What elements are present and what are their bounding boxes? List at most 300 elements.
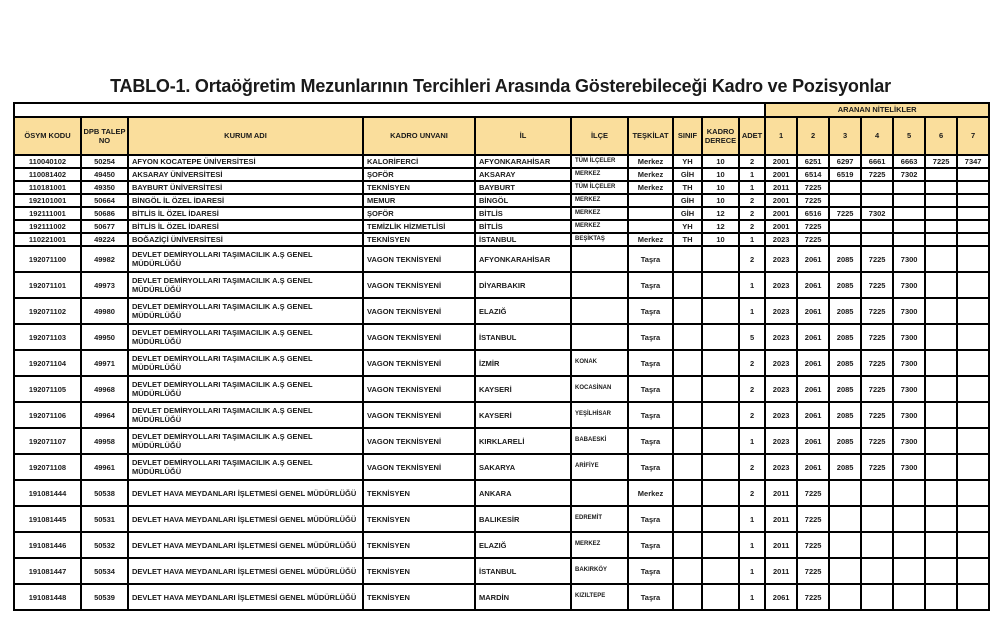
cell — [861, 194, 893, 207]
cell: DEVLET DEMİRYOLLARI TAŞIMACILIK A.Ş GENEL MÜDÜRLÜĞÜ — [128, 246, 363, 272]
cell: 7300 — [893, 454, 925, 480]
cell — [673, 480, 702, 506]
table-row — [14, 194, 989, 207]
cell — [673, 454, 702, 480]
cell — [702, 272, 739, 298]
cell: 2061 — [797, 376, 829, 402]
cell: 50664 — [81, 194, 128, 207]
aranan-row — [14, 103, 989, 117]
cell: 2001 — [765, 155, 797, 168]
cell — [957, 376, 989, 402]
cell — [957, 272, 989, 298]
cell: Taşra — [628, 506, 673, 532]
cell — [925, 324, 957, 350]
cell: 7225 — [925, 155, 957, 168]
cell — [957, 298, 989, 324]
cell — [925, 428, 957, 454]
cell — [628, 207, 673, 220]
cell: DEVLET DEMİRYOLLARI TAŞIMACILIK A.Ş GENEL MÜDÜRLÜĞÜ — [128, 428, 363, 454]
cell — [957, 233, 989, 246]
cell — [957, 402, 989, 428]
cell: 7225 — [861, 454, 893, 480]
cell: KIZILTEPE — [571, 584, 628, 610]
cell: AFYONKARAHİSAR — [475, 155, 571, 168]
cell — [893, 207, 925, 220]
cell: DEVLET DEMİRYOLLARI TAŞIMACILIK A.Ş GENEL MÜDÜRLÜĞÜ — [128, 272, 363, 298]
cell — [925, 181, 957, 194]
cell: 2 — [739, 376, 765, 402]
cell: 192071101 — [14, 272, 81, 298]
cell: 49973 — [81, 272, 128, 298]
cell: 5 — [739, 324, 765, 350]
cell: 7300 — [893, 428, 925, 454]
header-cell: ADET — [739, 117, 765, 155]
aranan-nitelikler-header: ARANAN NİTELİKLER — [765, 103, 989, 117]
cell — [893, 584, 925, 610]
cell: GİH — [673, 168, 702, 181]
cell: 2061 — [797, 350, 829, 376]
table-row — [14, 298, 989, 324]
cell — [893, 220, 925, 233]
cell: 1 — [739, 181, 765, 194]
cell: 2 — [739, 454, 765, 480]
cell: 2 — [739, 350, 765, 376]
cell: 7225 — [861, 246, 893, 272]
cell — [925, 376, 957, 402]
cell — [702, 350, 739, 376]
cell: TÜM İLÇELER — [571, 181, 628, 194]
cell — [673, 324, 702, 350]
cell — [702, 376, 739, 402]
cell: 2085 — [829, 272, 861, 298]
cell: TEKNİSYEN — [363, 233, 475, 246]
cell: 2061 — [797, 298, 829, 324]
cell — [829, 532, 861, 558]
cell — [957, 194, 989, 207]
cell: KONAK — [571, 350, 628, 376]
cell: VAGON TEKNİSYENİ — [363, 324, 475, 350]
cell: YEŞİLHİSAR — [571, 402, 628, 428]
cell: 7225 — [797, 233, 829, 246]
cell: Merkez — [628, 181, 673, 194]
cell — [673, 376, 702, 402]
header-cell: 2 — [797, 117, 829, 155]
cell: 10 — [702, 181, 739, 194]
cell: MERKEZ — [571, 532, 628, 558]
header-cell: KURUM ADI — [128, 117, 363, 155]
cell — [702, 246, 739, 272]
table-row — [14, 558, 989, 584]
cell — [957, 207, 989, 220]
cell — [702, 454, 739, 480]
cell — [925, 233, 957, 246]
cell: ŞOFÖR — [363, 168, 475, 181]
cell — [702, 298, 739, 324]
cell: 10 — [702, 168, 739, 181]
cell — [861, 220, 893, 233]
cell: 110081402 — [14, 168, 81, 181]
cell: 7225 — [797, 584, 829, 610]
cell: TH — [673, 233, 702, 246]
cell: DEVLET DEMİRYOLLARI TAŞIMACILIK A.Ş GENEL MÜDÜRLÜĞÜ — [128, 324, 363, 350]
cell: KOCASİNAN — [571, 376, 628, 402]
cell: 7225 — [861, 298, 893, 324]
cell — [702, 324, 739, 350]
cell: Taşra — [628, 272, 673, 298]
cell: 7302 — [861, 207, 893, 220]
cell: 7225 — [797, 480, 829, 506]
cell: 7300 — [893, 324, 925, 350]
cell: TEKNİSYEN — [363, 532, 475, 558]
cell: 7300 — [893, 376, 925, 402]
cell: Merkez — [628, 233, 673, 246]
cell: 1 — [739, 584, 765, 610]
table-row — [14, 480, 989, 506]
cell: Taşra — [628, 558, 673, 584]
cell: TEKNİSYEN — [363, 506, 475, 532]
cell — [628, 194, 673, 207]
cell: 191081445 — [14, 506, 81, 532]
cell — [893, 480, 925, 506]
cell — [673, 428, 702, 454]
table-row — [14, 532, 989, 558]
cell: KAYSERİ — [475, 376, 571, 402]
cell — [628, 220, 673, 233]
cell: VAGON TEKNİSYENİ — [363, 454, 475, 480]
cell: 2061 — [797, 454, 829, 480]
cell: 192071107 — [14, 428, 81, 454]
cell: TÜM İLÇELER — [571, 155, 628, 168]
cell — [673, 298, 702, 324]
cell: 192071104 — [14, 350, 81, 376]
cell: TEMİZLİK HİZMETLİSİ — [363, 220, 475, 233]
cell: 6251 — [797, 155, 829, 168]
cell: ELAZIĞ — [475, 532, 571, 558]
cell — [673, 246, 702, 272]
cell — [861, 584, 893, 610]
cell — [957, 220, 989, 233]
cell: 2023 — [765, 272, 797, 298]
cell: 12 — [702, 207, 739, 220]
cell: 1 — [739, 506, 765, 532]
cell: VAGON TEKNİSYENİ — [363, 272, 475, 298]
cell: BABAESKİ — [571, 428, 628, 454]
cell: 7225 — [861, 272, 893, 298]
cell: ELAZIĞ — [475, 298, 571, 324]
header-cell: İLÇE — [571, 117, 628, 155]
cell: BAYBURT — [475, 181, 571, 194]
cell: 2085 — [829, 402, 861, 428]
cell: 6519 — [829, 168, 861, 181]
cell — [957, 532, 989, 558]
cell — [925, 246, 957, 272]
cell: 192101001 — [14, 194, 81, 207]
cell — [829, 220, 861, 233]
cell: 2061 — [797, 246, 829, 272]
cell: 2 — [739, 480, 765, 506]
cell: 50539 — [81, 584, 128, 610]
header-cell: KADRO DERECE — [702, 117, 739, 155]
cell — [925, 220, 957, 233]
cell: 49224 — [81, 233, 128, 246]
header-cell: 4 — [861, 117, 893, 155]
cell — [702, 480, 739, 506]
cell: Taşra — [628, 246, 673, 272]
cell: 49450 — [81, 168, 128, 181]
cell: 50686 — [81, 207, 128, 220]
cell: 2061 — [797, 272, 829, 298]
cell: 6297 — [829, 155, 861, 168]
cell: 6514 — [797, 168, 829, 181]
cell: DEVLET HAVA MEYDANLARI İŞLETMESİ GENEL MÜDÜRLÜĞÜ — [128, 480, 363, 506]
cell: 2001 — [765, 220, 797, 233]
cell: Merkez — [628, 480, 673, 506]
page-title: TABLO-1. Ortaöğretim Mezunlarının Tercihleri Arasında Gösterebileceği Kadro ve Pozisyonlar — [110, 76, 891, 96]
cell: DEVLET DEMİRYOLLARI TAŞIMACILIK A.Ş GENEL MÜDÜRLÜĞÜ — [128, 350, 363, 376]
cell: GİH — [673, 207, 702, 220]
cell: MERKEZ — [571, 168, 628, 181]
cell: ARİFİYE — [571, 454, 628, 480]
cell: DEVLET HAVA MEYDANLARI İŞLETMESİ GENEL MÜDÜRLÜĞÜ — [128, 506, 363, 532]
cell: 110040102 — [14, 155, 81, 168]
table-row — [14, 272, 989, 298]
cell — [571, 480, 628, 506]
cell — [957, 506, 989, 532]
cell — [893, 181, 925, 194]
cell — [925, 350, 957, 376]
cell: DEVLET HAVA MEYDANLARI İŞLETMESİ GENEL MÜDÜRLÜĞÜ — [128, 532, 363, 558]
cell — [702, 428, 739, 454]
cell: 10 — [702, 155, 739, 168]
cell — [829, 233, 861, 246]
cell — [861, 532, 893, 558]
cell: 1 — [739, 233, 765, 246]
table-row — [14, 402, 989, 428]
cell: 49971 — [81, 350, 128, 376]
cell: 2 — [739, 155, 765, 168]
cell: 1 — [739, 168, 765, 181]
cell — [957, 480, 989, 506]
cell — [829, 480, 861, 506]
cell: 10 — [702, 233, 739, 246]
table-row — [14, 155, 989, 168]
cell — [925, 194, 957, 207]
cell — [957, 350, 989, 376]
cell: MARDİN — [475, 584, 571, 610]
cell: 2 — [739, 402, 765, 428]
cell: 191081446 — [14, 532, 81, 558]
cell: BİTLİS İL ÖZEL İDARESİ — [128, 220, 363, 233]
cell: KALORİFERCİ — [363, 155, 475, 168]
cell — [925, 532, 957, 558]
table-row — [14, 168, 989, 181]
cell — [925, 298, 957, 324]
cell — [861, 506, 893, 532]
cell: Taşra — [628, 350, 673, 376]
cell — [673, 558, 702, 584]
table-row — [14, 207, 989, 220]
header-cell: İL — [475, 117, 571, 155]
cell: AKSARAY — [475, 168, 571, 181]
cell: TEKNİSYEN — [363, 480, 475, 506]
table-row — [14, 376, 989, 402]
header-cell: KADRO UNVANI — [363, 117, 475, 155]
cell: 12 — [702, 220, 739, 233]
cell: DEVLET HAVA MEYDANLARI İŞLETMESİ GENEL MÜDÜRLÜĞÜ — [128, 558, 363, 584]
cell — [957, 428, 989, 454]
cell: 6661 — [861, 155, 893, 168]
cell: 2011 — [765, 558, 797, 584]
cell: VAGON TEKNİSYENİ — [363, 376, 475, 402]
cell: 49980 — [81, 298, 128, 324]
cell: 2023 — [765, 402, 797, 428]
cell: Taşra — [628, 298, 673, 324]
cell: 2011 — [765, 181, 797, 194]
header-row — [14, 117, 989, 155]
cell: TH — [673, 181, 702, 194]
cell: İZMİR — [475, 350, 571, 376]
cell — [571, 272, 628, 298]
cell: 7225 — [797, 220, 829, 233]
cell — [829, 506, 861, 532]
cell — [957, 454, 989, 480]
cell: 50534 — [81, 558, 128, 584]
cell: 2 — [739, 246, 765, 272]
cell: KIRKLARELİ — [475, 428, 571, 454]
cell: VAGON TEKNİSYENİ — [363, 428, 475, 454]
cell: ŞOFÖR — [363, 207, 475, 220]
cell: DEVLET DEMİRYOLLARI TAŞIMACILIK A.Ş GENEL MÜDÜRLÜĞÜ — [128, 376, 363, 402]
cell: BİNGÖL İL ÖZEL İDARESİ — [128, 194, 363, 207]
cell: GİH — [673, 194, 702, 207]
cell: Taşra — [628, 428, 673, 454]
cell — [925, 402, 957, 428]
cell: 7225 — [861, 402, 893, 428]
cell: Taşra — [628, 454, 673, 480]
header-cell: 7 — [957, 117, 989, 155]
cell: 7300 — [893, 402, 925, 428]
cell — [702, 402, 739, 428]
cell — [957, 584, 989, 610]
cell: 7225 — [797, 558, 829, 584]
cell: 2023 — [765, 298, 797, 324]
cell: 2001 — [765, 207, 797, 220]
cell: 2001 — [765, 194, 797, 207]
cell — [571, 324, 628, 350]
cell — [673, 532, 702, 558]
cell: Merkez — [628, 155, 673, 168]
cell: 191081444 — [14, 480, 81, 506]
cell: 7225 — [797, 194, 829, 207]
cell — [673, 350, 702, 376]
cell: 7302 — [893, 168, 925, 181]
cell: 1 — [739, 428, 765, 454]
cell — [925, 272, 957, 298]
cell — [957, 168, 989, 181]
header-cell: 6 — [925, 117, 957, 155]
cell: Taşra — [628, 324, 673, 350]
table-body — [14, 155, 989, 610]
cell: AFYON KOCATEPE ÜNİVERSİTESİ — [128, 155, 363, 168]
cell — [925, 558, 957, 584]
cell: 191081448 — [14, 584, 81, 610]
cell: 49964 — [81, 402, 128, 428]
cell — [702, 558, 739, 584]
cell: MERKEZ — [571, 194, 628, 207]
cell: 7225 — [797, 532, 829, 558]
cell: MEMUR — [363, 194, 475, 207]
cell: 110181001 — [14, 181, 81, 194]
cell: AKSARAY ÜNİVERSİTESİ — [128, 168, 363, 181]
cell: İSTANBUL — [475, 558, 571, 584]
table-row — [14, 584, 989, 610]
cell: 1 — [739, 558, 765, 584]
cell: 2061 — [765, 584, 797, 610]
cell: BİTLİS İL ÖZEL İDARESİ — [128, 207, 363, 220]
cell: TEKNİSYEN — [363, 558, 475, 584]
cell: VAGON TEKNİSYENİ — [363, 402, 475, 428]
cell: DEVLET DEMİRYOLLARI TAŞIMACILIK A.Ş GENEL MÜDÜRLÜĞÜ — [128, 402, 363, 428]
cell — [829, 194, 861, 207]
cell: 2061 — [797, 402, 829, 428]
cell: 192111001 — [14, 207, 81, 220]
cell — [673, 506, 702, 532]
cell: 2023 — [765, 324, 797, 350]
cell — [571, 298, 628, 324]
cell: VAGON TEKNİSYENİ — [363, 298, 475, 324]
cell: Taşra — [628, 584, 673, 610]
cell: 50538 — [81, 480, 128, 506]
cell — [673, 402, 702, 428]
cell: 192111002 — [14, 220, 81, 233]
cell: İSTANBUL — [475, 233, 571, 246]
cell: 50677 — [81, 220, 128, 233]
cell: VAGON TEKNİSYENİ — [363, 246, 475, 272]
cell: 192071106 — [14, 402, 81, 428]
cell: 7300 — [893, 246, 925, 272]
cell — [829, 584, 861, 610]
cell — [893, 532, 925, 558]
cell — [957, 181, 989, 194]
cell — [829, 558, 861, 584]
cell: 7225 — [861, 324, 893, 350]
cell: 1 — [739, 298, 765, 324]
cell — [925, 207, 957, 220]
cell: 50532 — [81, 532, 128, 558]
cell: 2011 — [765, 480, 797, 506]
cell: 50531 — [81, 506, 128, 532]
cell: BİNGÖL — [475, 194, 571, 207]
cell: 49982 — [81, 246, 128, 272]
cell: Merkez — [628, 168, 673, 181]
table-row — [14, 220, 989, 233]
table-row — [14, 233, 989, 246]
cell: 6663 — [893, 155, 925, 168]
header-cell: ÖSYM KODU — [14, 117, 81, 155]
cell: TEKNİSYEN — [363, 181, 475, 194]
cell — [829, 181, 861, 194]
cell — [893, 558, 925, 584]
cell: MERKEZ — [571, 207, 628, 220]
cell: 192071103 — [14, 324, 81, 350]
cell: TEKNİSYEN — [363, 584, 475, 610]
cell — [957, 324, 989, 350]
cell: 2011 — [765, 506, 797, 532]
cell: 7225 — [861, 168, 893, 181]
cell: DEVLET DEMİRYOLLARI TAŞIMACILIK A.Ş GENEL MÜDÜRLÜĞÜ — [128, 298, 363, 324]
cell: 7225 — [797, 506, 829, 532]
cell: BİTLİS — [475, 220, 571, 233]
